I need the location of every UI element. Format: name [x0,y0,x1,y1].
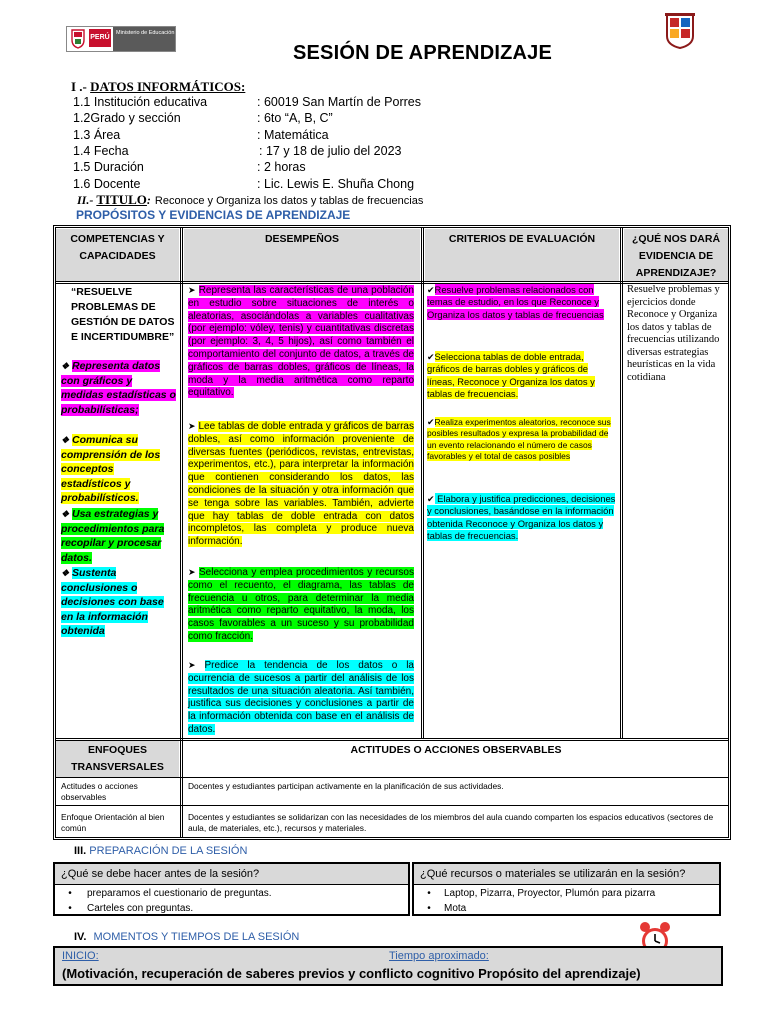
propositos-table [53,225,731,840]
preparacion-num: III. [74,845,87,857]
diamond-bullet-icon: ❖ [61,509,70,519]
capacidad-text: Representa datos con gráficos y medidas estadísticas o probabilísticas; [61,360,176,416]
capacidad-item [61,566,177,639]
logo-peru-text: PERÚ [89,29,111,47]
datos-label: 1.5 Duración [73,160,144,174]
criterio-text: Realiza experimentos aleatorios, reconoce sus posibles resultados y expresa la probabilidad de un evento relacionando el número de casos favorables y el total de casos posibles [427,417,611,462]
datos-value: : Matemática [257,128,329,142]
datos-label: 1.3 Área [73,128,121,142]
criterio-item [427,417,617,463]
bullet-icon: • [68,903,72,914]
capacidad-text: Usa estrategias y procedimientos para recopilar y procesar datos. [61,508,165,564]
arrow-bullet-icon: ➤ [188,567,196,577]
datos-value: : Lic. Lewis E. Shuña Chong [257,177,415,191]
criterio-text: Selecciona tablas de doble entrada, gráficos de barras dobles y gráficos de líneas, Reconoce y Organiza los datos y tablas de frecuencias. [427,351,595,400]
preparacion-title: PREPARACIÓN DE LA SESIÓN [89,845,248,857]
col-evidencia-header: ¿QUÉ NOS DARÁ EVIDENCIA DE APRENDIZAJE? [624,229,728,282]
tiempo-label: Tiempo aproximado: [389,950,489,962]
list-item-text: Laptop, Pizarra, Proyector, Plumón para pizarra [444,888,656,899]
inicio-label: INICIO: [62,950,99,962]
page-title: SESIÓN DE APRENDIZAJE [292,42,553,64]
competencia-title: “RESUELVE PROBLEMAS DE GESTIÓN DE DATOS E INCERTIDUMBRE” [71,286,175,343]
diamond-bullet-icon: ❖ [61,435,70,445]
momentos-heading [74,931,299,943]
col-enfoques-header: ENFOQUES TRANSVERSALES [56,741,179,778]
titulo-value: Reconoce y Organiza los datos y tablas de frecuencias [154,195,424,207]
datos-value: : 6to “A, B, C” [257,111,333,125]
criterio-text: Resuelve problemas relacionados con temas de estudio, en los que Reconoce y Organiza los datos y tablas de frecuencias [427,284,604,320]
preparacion-q2: ¿Qué recursos o materiales se utilizarán en la sesión? [414,864,719,885]
desempeno-text: Representa las características de una población en estudio sobre situaciones de interés o aleatorias, asociándolas a variables cualitativas (por ejemplo: vóley, tenis) y cuantitativas discretas (por ejemplo: 3, 4, 5 hijos), así como también el comportamiento del conjunto de datos, a través de gráficos de barras dobles, gráficos de líneas, la moda y la media aritmética como reparto equitativo. [188,285,414,399]
desempeno-text: Predice la tendencia de los datos o la ocurrencia de sucesos a partir del análisis de los resultados de una situación aleatoria. Así también, justifica sus decisiones y conclusiones a partir de la información obtenida con base en el análisis de datos. [188,660,414,735]
col-competencias-header: COMPETENCIAS Y CAPACIDADES [56,229,179,282]
datos-value: : 2 horas [257,160,306,174]
titulo-num: II.- [77,193,97,207]
list-item-text: Carteles con preguntas. [87,903,194,914]
desempeno-item [188,566,414,644]
capacidad-text: Sustenta conclusiones o decisiones con base en la información obtenida [61,567,164,638]
motivacion-text: (Motivación, recuperación de saberes previos y conflicto cognitivo Propósito del aprendizaje) [62,966,641,981]
logo-ministry-text: Ministerio de Educación [113,27,175,51]
list-item-text: Mota [444,903,467,914]
bullet-icon: • [68,888,72,899]
datos-value: : 60019 San Martín de Porres [257,95,421,109]
datos-heading-num: I .- [71,79,91,94]
titulo-line [77,192,423,208]
desempeno-item [188,284,414,400]
momentos-title: MOMENTOS Y TIEMPOS DE LA SESIÓN [93,931,300,943]
titulo-label: TITULO [96,192,147,207]
criterio-item [427,493,617,543]
list-item [55,901,408,916]
datos-label: 1.4 Fecha [73,144,129,158]
criterio-text: Elabora y justifica predicciones, decisiones y conclusiones, basándose en la información obtenida Reconoce y Organiza los datos y tablas de frecuencias. [427,493,616,542]
preparacion-heading [74,845,247,857]
preparacion-recursos-box [412,862,721,916]
preparacion-a2-list [414,885,719,916]
enfoque-label: Actitudes o acciones observables [61,781,138,802]
titulo-colon: : [146,193,151,207]
list-item-text: preparamos el cuestionario de preguntas. [87,888,272,899]
criterio-item [427,351,617,401]
list-item [414,901,719,916]
checkmark-icon: ✔ [427,285,435,295]
preparacion-q1: ¿Qué se debe hacer antes de la sesión? [55,864,408,885]
enfoque-label: Enfoque Orientación al bien común [61,812,165,833]
arrow-bullet-icon: ➤ [188,285,196,295]
preparacion-antes-box [53,862,410,916]
capacidad-item [61,433,177,506]
enfoque-value: Docentes y estudiantes participan activamente en la planificación de sus actividades. [188,781,504,791]
inicio-box [53,946,723,986]
checkmark-icon: ✔ [427,494,435,504]
col-criterios-header: CRITERIOS DE EVALUACIÓN [425,229,619,282]
datos-label: 1.6 Docente [73,177,141,191]
bullet-icon: • [427,888,431,899]
evidencia-text: Resuelve problemas y ejercicios donde Reconoce y Organiza los datos y tablas de frecuencias utilizando diversas estrategias heurísticas en la vida cotidiana [627,284,720,383]
arrow-bullet-icon: ➤ [188,660,196,670]
desempeno-text: Selecciona y emplea procedimientos y recursos como el recuento, el diagrama, las tablas de frecuencia u otros, para determinar la media aritmética como reparto equitativo, la moda, los casos favorables a un suceso y su probabilidad como fracción. [188,567,414,642]
diamond-bullet-icon: ❖ [61,361,70,371]
datos-label: 1.2Grado y sección [73,111,181,125]
enfoque-value: Docentes y estudiantes se solidarizan con las necesidades de los miembros del aula cuando comparten los espacios educativos (sectores de aula, de materiales, etc.), recursos y materiales. [188,812,714,833]
datos-heading-text: DATOS INFORMÁTICOS: [90,79,246,94]
propositos-heading: PROPÓSITOS Y EVIDENCIAS DE APRENDIZAJE [76,208,351,222]
datos-value: : 17 y 18 de julio del 2023 [259,144,402,158]
col-actitudes-header: ACTITUDES O ACCIONES OBSERVABLES [184,741,728,778]
list-item [414,886,719,901]
capacidad-text: Comunica su comprensión de los conceptos estadísticos y probabilísticos. [61,434,161,505]
checkmark-icon: ✔ [427,352,435,362]
datos-label: 1.1 Institución educativa [73,95,208,109]
bullet-icon: • [427,903,431,914]
capacidad-item [61,507,177,565]
preparacion-a1-list [55,885,408,916]
desempeno-text: Lee tablas de doble entrada y gráficos de barras dobles, así como información proveniente de diversas fuentes (periódicos, revistas, entrevistas, experimentos, etc.), para interpretar la información que contienen considerando los datos, las condiciones de la situación y otra información que se tenga sobre las variables. También, advierte que hay tablas de doble entrada con datos incompletos, las completa y produce nueva información. [188,421,414,548]
datos-heading [71,79,245,95]
diamond-bullet-icon: ❖ [61,568,70,578]
criterio-item [427,284,617,321]
desempeno-item [188,420,414,549]
checkmark-icon: ✔ [427,417,435,427]
capacidad-item [61,359,177,417]
list-item [55,886,408,901]
arrow-bullet-icon: ➤ [188,421,196,431]
col-desempenos-header: DESEMPEÑOS [184,229,420,282]
momentos-num: IV. [74,931,87,943]
desempeno-item [188,659,414,737]
